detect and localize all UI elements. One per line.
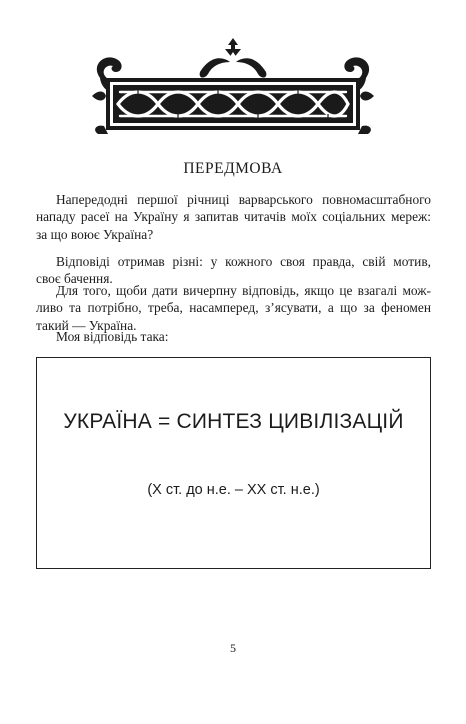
paragraph-phenomenon bbox=[36, 282, 431, 334]
paragraph-line: такий — Україна. bbox=[36, 317, 137, 333]
paragraph-line: Для того, щоби дати вичерпну відповідь, якщо це взагалі мож- bbox=[56, 283, 431, 298]
paragraph-line: ливо та потрібно, треба, насамперед, з’ясувати, а що за феномен bbox=[36, 300, 431, 316]
paragraph-line: нападу расеї на Україну я запитав читачів моїх соціальних мереж: bbox=[36, 209, 431, 225]
paragraph-intro bbox=[36, 191, 431, 243]
paragraph-line: за що воює Україна? bbox=[36, 226, 154, 242]
box-subtitle: (Х ст. до н.е. – ХХ ст. н.е.) bbox=[147, 482, 320, 498]
paragraph-line: Напередодні першої річниці варварського повномасштабного bbox=[56, 192, 431, 207]
page-number: 5 bbox=[230, 641, 236, 655]
box-title: УКРАЇНА = СИНТЕЗ ЦИВІЛІЗАЦІЙ bbox=[63, 410, 404, 433]
page-heading: ПЕРЕДМОВА bbox=[183, 160, 283, 177]
paragraph-line: Відповіді отримав різні: у кожного своя правда, свій мотив, bbox=[56, 254, 431, 269]
answer-box bbox=[36, 357, 431, 569]
paragraph-my-answer: Моя відповідь така: bbox=[56, 329, 169, 344]
paragraph-line: своє бачення. bbox=[36, 271, 113, 287]
celtic-knot-headpiece-icon bbox=[90, 38, 376, 134]
